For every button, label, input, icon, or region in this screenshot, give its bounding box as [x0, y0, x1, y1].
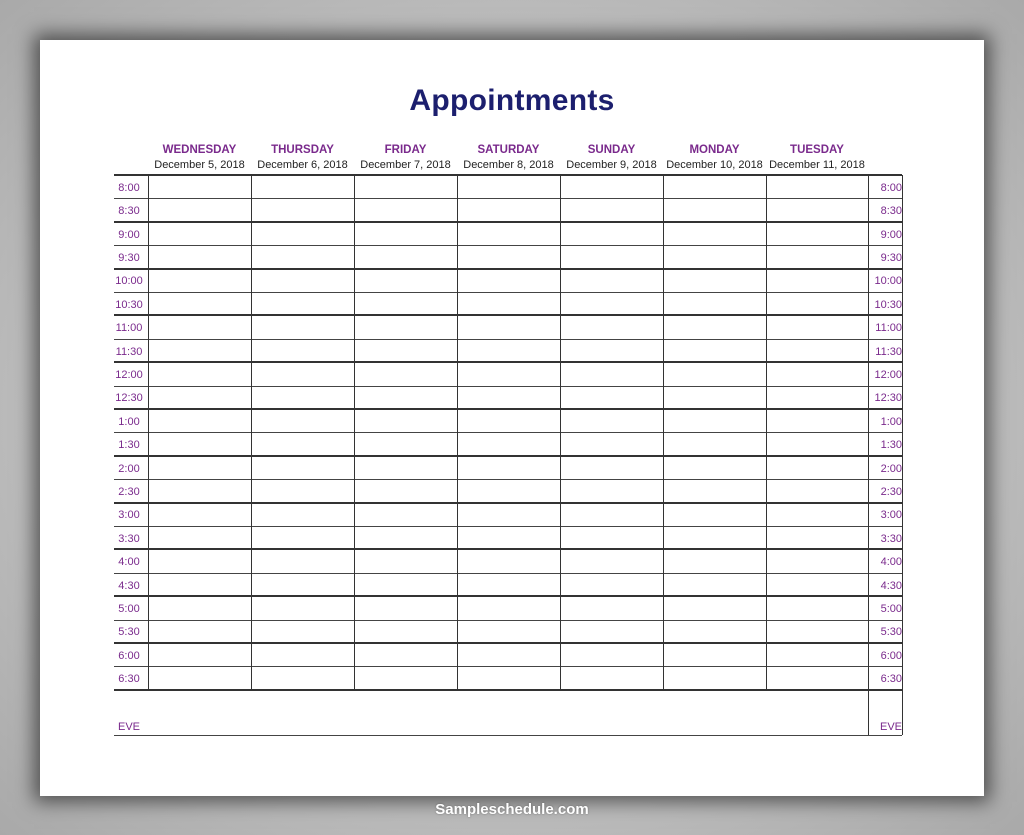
day-header — [663, 143, 766, 172]
appointment-cell[interactable] — [355, 223, 457, 244]
appointment-cell[interactable] — [355, 246, 457, 267]
appointment-cell[interactable] — [767, 433, 868, 454]
appointment-cell[interactable] — [561, 387, 663, 408]
time-label-left: 4:30 — [118, 579, 140, 592]
time-label-right: 2:30 — [880, 485, 902, 498]
appointment-cell[interactable] — [664, 246, 766, 267]
appointment-cell[interactable] — [355, 457, 457, 478]
appointment-cell[interactable] — [355, 340, 457, 361]
appointment-cell[interactable] — [355, 574, 457, 595]
appointment-cell[interactable] — [561, 597, 663, 618]
appointment-cell[interactable] — [149, 340, 251, 361]
appointment-cell[interactable] — [767, 340, 868, 361]
appointment-cell[interactable] — [252, 667, 354, 688]
appointment-cell[interactable] — [561, 527, 663, 548]
appointment-cell[interactable] — [149, 363, 251, 384]
appointment-cell[interactable] — [149, 433, 251, 454]
appointment-cell[interactable] — [458, 550, 560, 571]
appointment-cell[interactable] — [458, 457, 560, 478]
time-label-left: 1:00 — [118, 415, 140, 428]
appointment-cell[interactable] — [458, 504, 560, 525]
time-label-right: 6:00 — [880, 649, 902, 662]
time-label-right: 11:00 — [875, 322, 902, 335]
appointment-cell[interactable] — [149, 176, 251, 197]
time-label-right: 8:30 — [880, 205, 902, 218]
appointment-cell[interactable] — [458, 387, 560, 408]
appointment-cell[interactable] — [458, 480, 560, 501]
appointment-cell[interactable] — [561, 550, 663, 571]
time-label-right: 9:00 — [880, 228, 902, 241]
column-divider-line — [868, 175, 869, 690]
appointment-cell[interactable] — [355, 527, 457, 548]
appointment-cell[interactable] — [458, 246, 560, 267]
day-header — [457, 143, 560, 172]
appointment-cell[interactable] — [252, 597, 354, 618]
appointment-cell[interactable] — [767, 621, 868, 642]
appointment-cell[interactable] — [149, 270, 251, 291]
day-header — [560, 143, 663, 172]
appointment-cell[interactable] — [664, 480, 766, 501]
time-label-left: 3:30 — [118, 532, 140, 545]
appointment-cell[interactable] — [252, 223, 354, 244]
appointment-cell[interactable] — [664, 223, 766, 244]
appointment-cell[interactable] — [355, 480, 457, 501]
time-label-left: 5:00 — [118, 602, 140, 615]
time-label-left: 10:30 — [115, 298, 143, 311]
appointment-cell[interactable] — [664, 504, 766, 525]
day-name: THURSDAY — [271, 144, 334, 156]
time-label-right: 9:30 — [880, 251, 902, 264]
appointment-cell[interactable] — [767, 363, 868, 384]
appointment-cell[interactable] — [252, 340, 354, 361]
appointment-cell[interactable] — [252, 433, 354, 454]
day-name: FRIDAY — [384, 144, 427, 156]
appointment-cell[interactable] — [149, 667, 251, 688]
appointment-cell[interactable] — [458, 433, 560, 454]
page-title: Appointments — [409, 84, 615, 117]
appointment-cell[interactable] — [767, 550, 868, 571]
appointment-cell[interactable] — [252, 246, 354, 267]
appointment-cell[interactable] — [252, 293, 354, 314]
time-label-left: 11:30 — [115, 345, 143, 358]
appointment-cell[interactable] — [458, 527, 560, 548]
time-label-left: 8:30 — [118, 205, 140, 218]
appointment-cell[interactable] — [561, 316, 663, 337]
appointment-cell[interactable] — [458, 176, 560, 197]
appointment-cell[interactable] — [149, 316, 251, 337]
time-label-right: 4:00 — [880, 556, 902, 569]
appointment-cell[interactable] — [252, 574, 354, 595]
appointment-cell[interactable] — [458, 199, 560, 220]
appointment-cell[interactable] — [458, 363, 560, 384]
appointment-cell[interactable] — [355, 270, 457, 291]
appointment-cell[interactable] — [252, 199, 354, 220]
time-label-left: 8:00 — [118, 181, 140, 194]
appointment-cell[interactable] — [664, 550, 766, 571]
appointment-cell[interactable] — [149, 574, 251, 595]
appointment-cell[interactable] — [252, 316, 354, 337]
appointment-cell[interactable] — [149, 550, 251, 571]
evening-label-left: EVE — [117, 721, 140, 733]
appointment-cell[interactable] — [458, 340, 560, 361]
appointment-cell[interactable] — [355, 667, 457, 688]
day-name: MONDAY — [689, 144, 740, 156]
appointment-cell[interactable] — [767, 176, 868, 197]
appointment-cell[interactable] — [458, 597, 560, 618]
appointment-cell[interactable] — [355, 433, 457, 454]
appointment-cell[interactable] — [149, 644, 251, 665]
appointment-cell[interactable] — [252, 621, 354, 642]
appointment-cell[interactable] — [767, 480, 868, 501]
appointment-cell[interactable] — [355, 316, 457, 337]
time-label-right: 10:30 — [874, 298, 902, 311]
time-label-right: 3:00 — [880, 509, 902, 522]
time-label-right: 3:30 — [880, 532, 902, 545]
day-header — [148, 143, 251, 172]
time-label-left: 12:30 — [115, 392, 143, 405]
day-header — [766, 143, 868, 172]
appointment-cell[interactable] — [561, 504, 663, 525]
appointment-cell[interactable] — [355, 293, 457, 314]
time-label-left: 2:00 — [118, 462, 140, 475]
appointment-cell[interactable] — [767, 504, 868, 525]
appointment-cell[interactable] — [561, 574, 663, 595]
appointment-cell[interactable] — [767, 527, 868, 548]
appointment-cell[interactable] — [767, 597, 868, 618]
appointment-cell[interactable] — [664, 387, 766, 408]
appointment-cell[interactable] — [767, 457, 868, 478]
appointment-cell[interactable] — [767, 410, 868, 431]
evening-label-right: EVE — [879, 721, 902, 733]
appointment-cell[interactable] — [252, 527, 354, 548]
appointment-cell[interactable] — [664, 316, 766, 337]
appointment-cell[interactable] — [664, 574, 766, 595]
appointment-cell[interactable] — [355, 597, 457, 618]
day-name: TUESDAY — [790, 144, 844, 156]
appointment-cell[interactable] — [149, 457, 251, 478]
appointment-cell[interactable] — [458, 316, 560, 337]
time-label-right: 4:30 — [880, 579, 902, 592]
time-label-right: 1:30 — [880, 439, 902, 452]
time-label-left: 4:00 — [118, 556, 140, 569]
appointment-cell[interactable] — [458, 667, 560, 688]
time-label-right: 1:00 — [880, 415, 902, 428]
time-label-right: 10:00 — [874, 275, 902, 288]
appointment-cell[interactable] — [355, 199, 457, 220]
appointment-cell[interactable] — [561, 667, 663, 688]
time-label-right: 6:30 — [880, 673, 902, 686]
appointment-cell[interactable] — [252, 387, 354, 408]
time-label-right: 12:30 — [874, 392, 902, 405]
appointment-cell[interactable] — [458, 270, 560, 291]
day-date: December 10, 2018 — [666, 159, 763, 171]
time-label-left: 10:00 — [115, 275, 143, 288]
appointment-cell[interactable] — [149, 199, 251, 220]
footer-watermark: Sampleschedule.com — [435, 801, 589, 818]
day-header — [354, 143, 457, 172]
appointment-cell[interactable] — [252, 270, 354, 291]
appointment-cell[interactable] — [561, 176, 663, 197]
time-label-left: 1:30 — [118, 439, 140, 452]
appointment-cell[interactable] — [252, 410, 354, 431]
appointment-cell[interactable] — [664, 527, 766, 548]
day-name: SATURDAY — [477, 144, 540, 156]
evening-right-edge-line — [902, 690, 903, 735]
right-edge-line — [902, 175, 903, 690]
appointment-cell[interactable] — [458, 223, 560, 244]
appointment-cell[interactable] — [149, 621, 251, 642]
day-name: WEDNESDAY — [162, 144, 237, 156]
time-label-right: 5:30 — [880, 626, 902, 639]
appointment-cell[interactable] — [767, 316, 868, 337]
appointment-cell[interactable] — [767, 387, 868, 408]
evening-cell[interactable] — [148, 691, 868, 734]
appointment-cell[interactable] — [149, 223, 251, 244]
time-label-left: 11:00 — [115, 322, 143, 335]
appointment-cell[interactable] — [355, 387, 457, 408]
time-label-left: 5:30 — [118, 626, 140, 639]
appointment-cell[interactable] — [561, 293, 663, 314]
appointment-cell[interactable] — [664, 597, 766, 618]
appointment-cell[interactable] — [561, 644, 663, 665]
day-date: December 5, 2018 — [154, 159, 245, 171]
appointment-cell[interactable] — [149, 293, 251, 314]
appointment-cell[interactable] — [561, 621, 663, 642]
appointment-cell[interactable] — [664, 363, 766, 384]
appointment-cell[interactable] — [458, 293, 560, 314]
appointment-cell[interactable] — [561, 363, 663, 384]
appointment-cell[interactable] — [767, 644, 868, 665]
appointment-cell[interactable] — [664, 340, 766, 361]
time-label-left: 6:30 — [118, 673, 140, 686]
evening-divider-line — [868, 690, 869, 735]
time-label-right: 11:30 — [875, 345, 902, 358]
appointment-cell[interactable] — [767, 199, 868, 220]
appointment-cell[interactable] — [252, 457, 354, 478]
day-date: December 6, 2018 — [257, 159, 348, 171]
appointment-cell[interactable] — [355, 550, 457, 571]
appointment-cell[interactable] — [767, 574, 868, 595]
appointment-cell[interactable] — [252, 550, 354, 571]
time-label-right: 12:00 — [874, 368, 902, 381]
appointment-cell[interactable] — [149, 246, 251, 267]
appointment-cell[interactable] — [767, 246, 868, 267]
time-label-right: 2:00 — [880, 462, 902, 475]
appointment-cell[interactable] — [252, 504, 354, 525]
appointment-cell[interactable] — [149, 527, 251, 548]
appointment-cell[interactable] — [561, 223, 663, 244]
appointment-cell[interactable] — [664, 457, 766, 478]
time-label-right: 5:00 — [880, 602, 902, 615]
appointment-cell[interactable] — [355, 176, 457, 197]
appointment-cell[interactable] — [149, 504, 251, 525]
appointment-cell[interactable] — [664, 410, 766, 431]
appointment-cell[interactable] — [664, 176, 766, 197]
appointment-cell[interactable] — [561, 199, 663, 220]
day-header — [251, 143, 354, 172]
appointment-cell[interactable] — [664, 270, 766, 291]
appointment-cell[interactable] — [664, 293, 766, 314]
time-label-left: 6:00 — [118, 649, 140, 662]
appointment-cell[interactable] — [664, 199, 766, 220]
appointment-cell[interactable] — [561, 410, 663, 431]
appointment-cell[interactable] — [664, 433, 766, 454]
appointment-cell[interactable] — [252, 176, 354, 197]
appointment-cell[interactable] — [149, 597, 251, 618]
appointment-cell[interactable] — [767, 293, 868, 314]
appointment-cell[interactable] — [355, 621, 457, 642]
appointment-cell[interactable] — [458, 621, 560, 642]
time-label-left: 3:00 — [118, 509, 140, 522]
appointment-cell[interactable] — [561, 246, 663, 267]
appointment-cell[interactable] — [355, 504, 457, 525]
time-label-left: 12:00 — [115, 368, 143, 381]
appointment-cell[interactable] — [561, 340, 663, 361]
appointment-cell[interactable] — [149, 410, 251, 431]
appointment-cell[interactable] — [767, 223, 868, 244]
appointment-cell[interactable] — [767, 270, 868, 291]
day-date: December 9, 2018 — [566, 159, 657, 171]
time-label-left: 9:00 — [118, 228, 140, 241]
appointment-cell[interactable] — [767, 667, 868, 688]
time-label-left: 9:30 — [118, 251, 140, 264]
day-date: December 8, 2018 — [463, 159, 554, 171]
appointment-cell[interactable] — [561, 270, 663, 291]
appointment-cell[interactable] — [355, 644, 457, 665]
day-name: SUNDAY — [587, 144, 636, 156]
appointment-cell[interactable] — [458, 644, 560, 665]
appointment-cell[interactable] — [149, 387, 251, 408]
appointment-cell[interactable] — [355, 410, 457, 431]
appointment-cell[interactable] — [355, 363, 457, 384]
appointment-cell[interactable] — [664, 621, 766, 642]
appointment-cell[interactable] — [561, 480, 663, 501]
appointment-cell[interactable] — [664, 644, 766, 665]
day-date: December 7, 2018 — [360, 159, 451, 171]
appointment-cell[interactable] — [149, 480, 251, 501]
appointment-cell[interactable] — [252, 363, 354, 384]
day-date: December 11, 2018 — [769, 159, 865, 171]
appointment-cell[interactable] — [664, 667, 766, 688]
time-label-left: 2:30 — [118, 485, 140, 498]
appointment-cell[interactable] — [561, 457, 663, 478]
appointment-cell[interactable] — [458, 574, 560, 595]
appointment-cell[interactable] — [252, 644, 354, 665]
time-label-right: 8:00 — [880, 181, 902, 194]
appointment-cell[interactable] — [458, 410, 560, 431]
appointment-cell[interactable] — [561, 433, 663, 454]
appointment-cell[interactable] — [252, 480, 354, 501]
evening-bottom-line — [114, 735, 902, 736]
